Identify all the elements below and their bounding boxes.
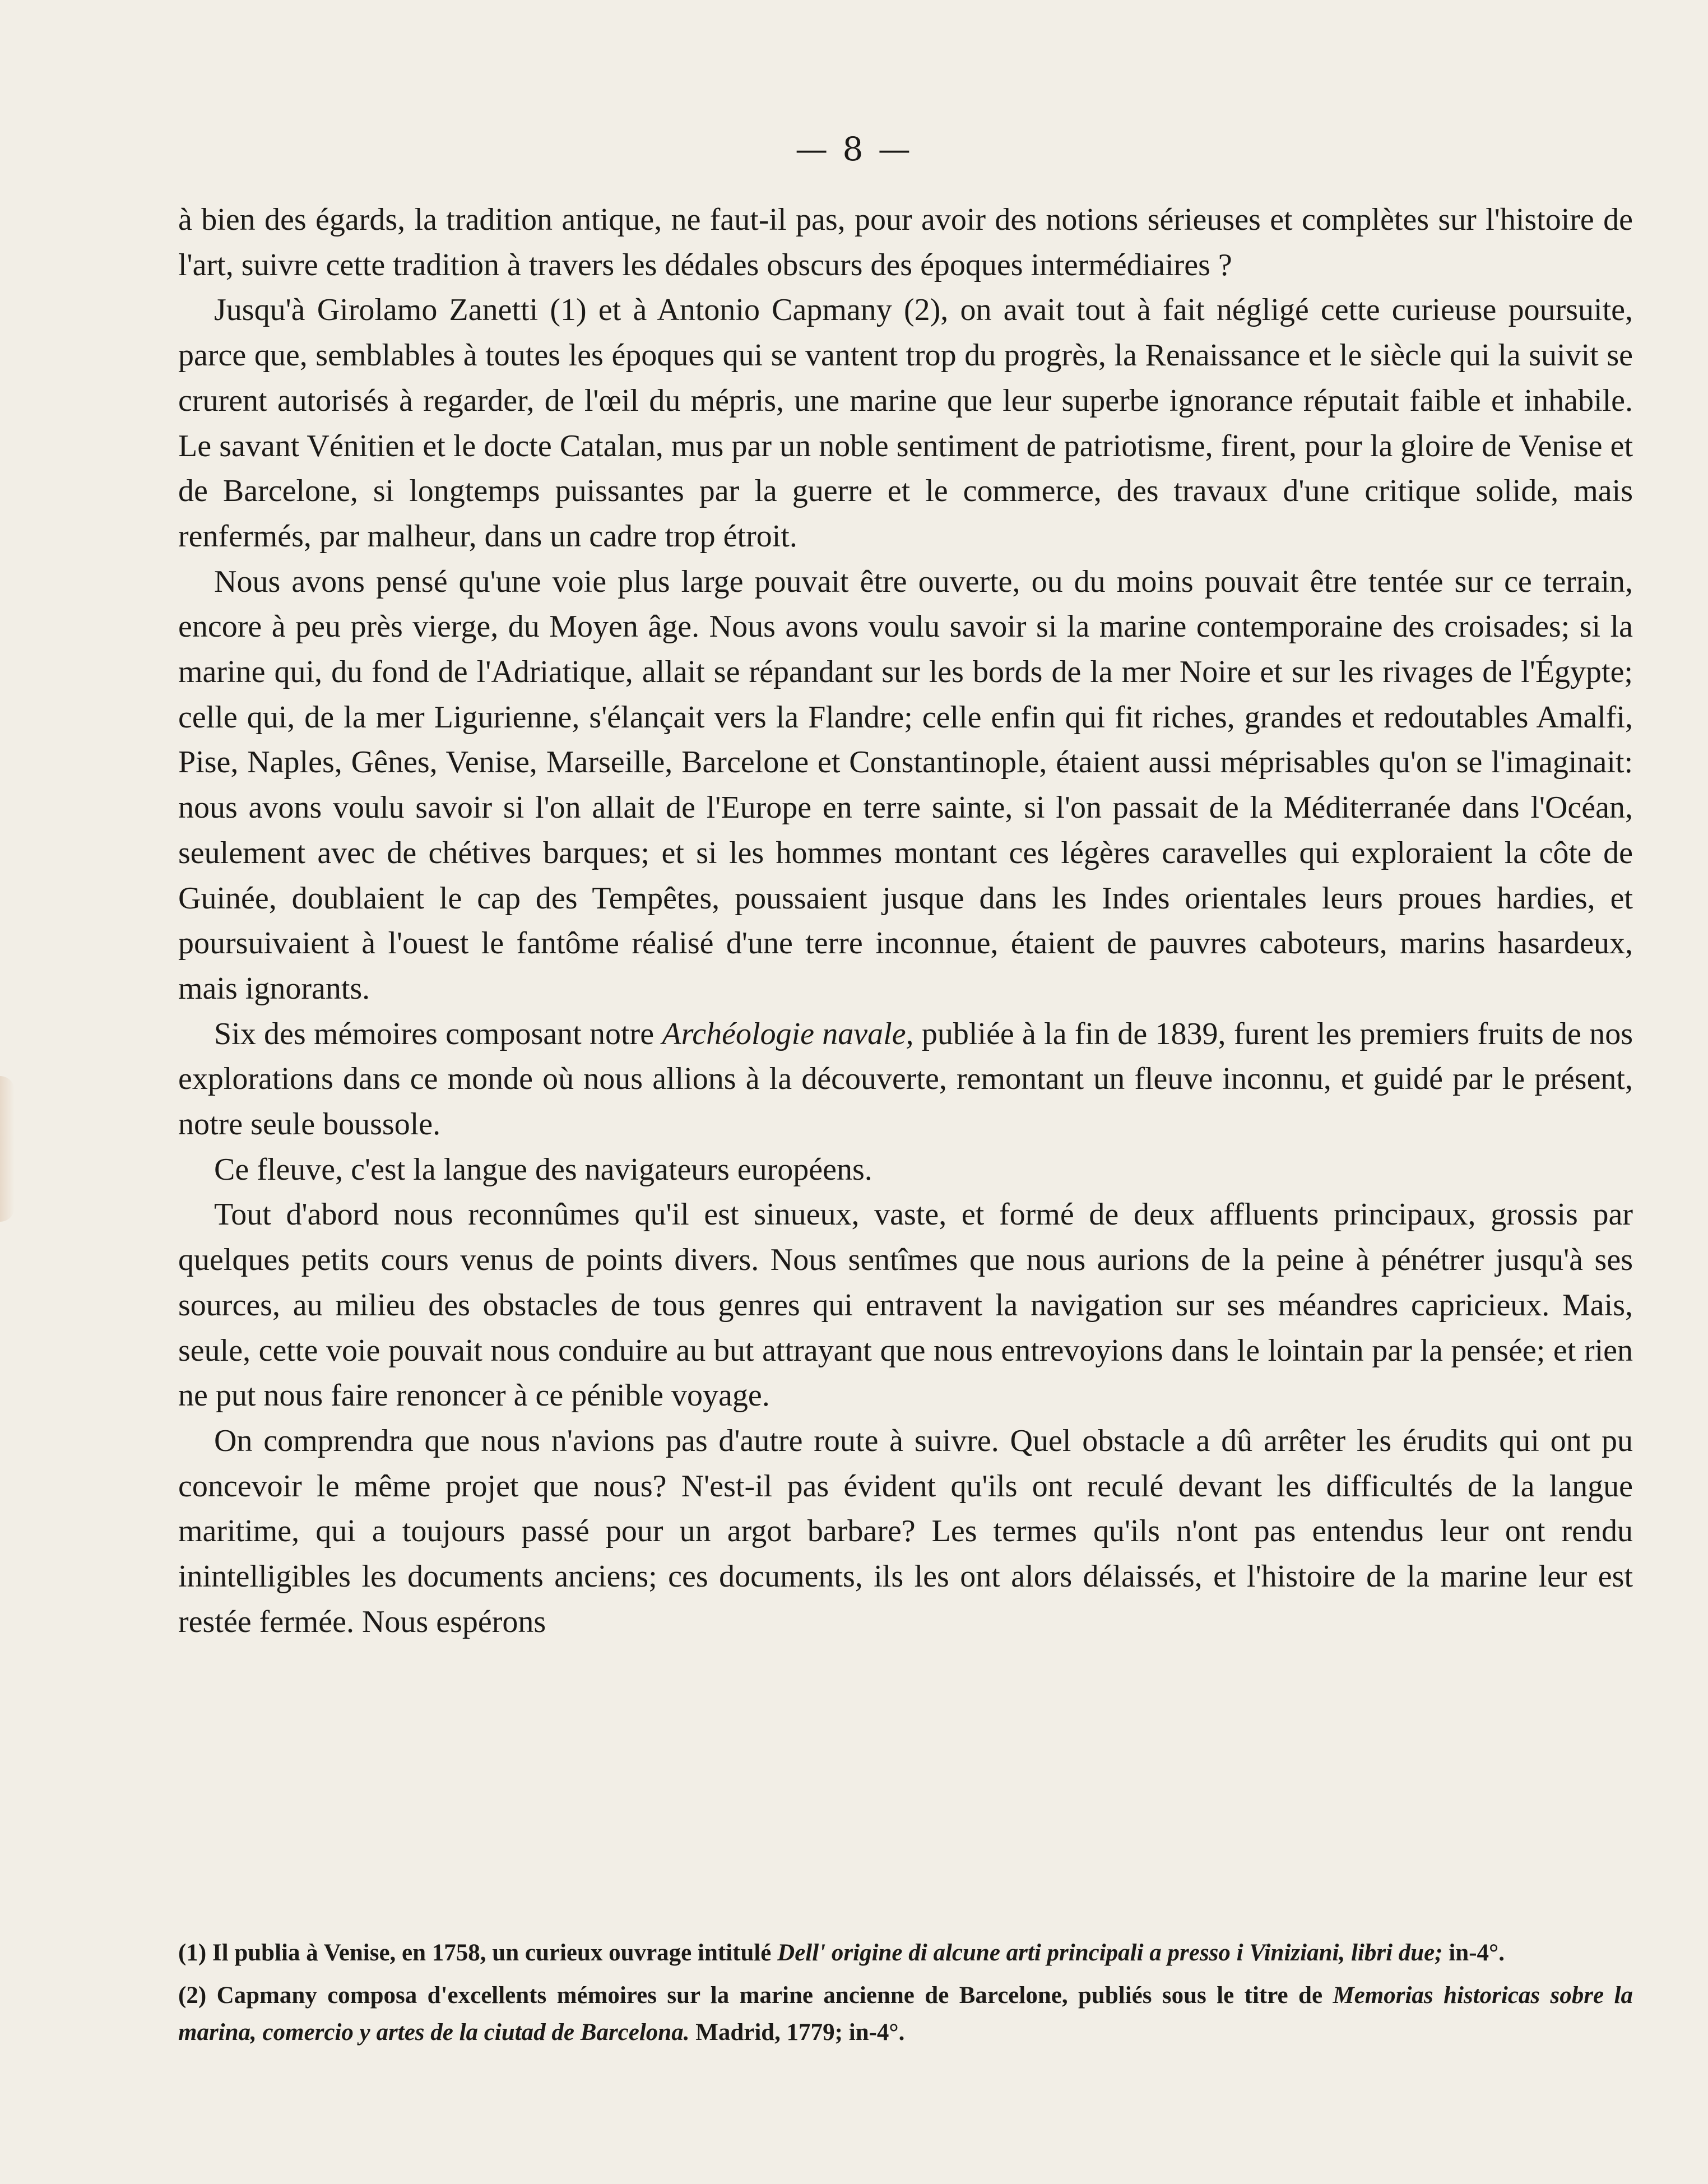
main-text xyxy=(178,197,1633,1645)
footnotes xyxy=(178,1935,1633,2057)
book-title-archeologie-navale: Archéologie navale, xyxy=(662,1016,914,1051)
paragraph-4-text: Six des mémoires composant notre xyxy=(214,1016,662,1051)
paragraph-5: Ce fleuve, c'est la langue des navigateurs européens. xyxy=(214,1152,872,1187)
footnote-2-text: (2) Capmany composa d'excellents mémoires sur la marine ancienne de Barcelone, publiés sous le titre de xyxy=(178,1982,1333,2009)
paragraph-4 xyxy=(178,1012,1633,1147)
footnote-1-title: Dell' origine di alcune arti principali a presso i Viniziani, libri due; xyxy=(777,1940,1443,1966)
footnote-2-title: Memorias historicas sobre la marina, comercio y artes de la ciutad de Barcelona. xyxy=(178,1982,1633,2046)
paragraph-3: Nous avons pensé qu'une voie plus large pouvait être ouverte, ou du moins pouvait être tentée sur ce terrain, encore à peu près vierge, du Moyen âge. Nous avons voulu savoir si la marine contemporaine des croisades; si la marine qui, du fond de l'Adriatique, allait se répandant sur les bords de la mer Noire et sur les rivages de l'Égypte; celle qui, de la mer Ligurienne, s'élançait vers la Flandre; celle enfin qui fit riches, grandes et redoutables Amalfi, Pise, Naples, Gênes, Venise, Marseille, Barcelone et Constantinople, étaient aussi méprisables qu'on se l'imaginait: nous avons voulu savoir si l'on allait de l'Europe en terre sainte, si l'on passait de la Méditerranée dans l'Océan, seulement avec de chétives barques; et si les hommes montant ces légères caravelles qui exploraient la côte de Guinée, doublaient le cap des Tempêtes, poussaient jusque dans les Indes orientales leurs proues hardies, et poursuivaient à l'ouest le fantôme réalisé d'une terre inconnue, étaient de pauvres caboteurs, marins hasardeux, mais ignorants. xyxy=(178,564,1633,1006)
footnote-2-format: Madrid, 1779; in-4°. xyxy=(689,2019,905,2046)
paragraph-7: On comprendra que nous n'avions pas d'autre route à suivre. Quel obstacle a dû arrêter les érudits qui ont pu concevoir le même projet que nous? N'est-il pas évident qu'ils ont reculé devant les difficultés de la langue maritime, qui a toujours passé pour un argot barbare? Les termes qu'ils n'ont pas entendus leur ont rendu inintelligibles les documents anciens; ces documents, ils les ont alors délaissés, et l'histoire de la marine leur est restée fermée. Nous espérons xyxy=(178,1423,1633,1639)
paragraph-2: Jusqu'à Girolamo Zanetti (1) et à Antonio Capmany (2), on avait tout à fait négligé cette curieuse poursuite, parce que, semblables à toutes les époques qui se vantent trop du progrès, la Renaissance et le siècle qui la suivit se crurent autorisés à regarder, de l'œil du mépris, une marine que leur superbe ignorance réputait faible et inhabile. Le savant Vénitien et le docte Catalan, mus par un noble sentiment de patriotisme, firent, pour la gloire de Venise et de Barcelone, si longtemps puissantes par la guerre et le commerce, des travaux d'une critique solide, mais renfermés, par malheur, dans un cadre trop étroit. xyxy=(178,293,1633,554)
page-edge-mark xyxy=(0,1076,15,1222)
footnote-1-format: in-4°. xyxy=(1442,1940,1505,1966)
footnote-1-text: (1) Il publia à Venise, en 1758, un curieux ouvrage intitulé xyxy=(178,1940,778,1966)
paragraph-1: à bien des égards, la tradition antique, ne faut-il pas, pour avoir des notions sérieuses et complètes sur l'histoire de l'art, suivre cette tradition à travers les dédales obscurs des époques intermédiaires ? xyxy=(178,202,1633,282)
page-number: — 8 — xyxy=(795,130,913,168)
footnote-1 xyxy=(178,1935,1633,1972)
footnote-2 xyxy=(178,1977,1633,2051)
paragraph-4-text-cont: publiée à la fin de 1839, furent les premiers fruits de nos explorations dans ce monde où nous allions à la découverte, remontant un fleuve inconnu, et guidé par le présent, notre seule boussole. xyxy=(178,1016,1633,1142)
paragraph-6: Tout d'abord nous reconnûmes qu'il est sinueux, vaste, et formé de deux affluents principaux, grossis par quelques petits cours venus de points divers. Nous sentîmes que nous aurions de la peine à pénétrer jusqu'à ses sources, au milieu des obstacles de tous genres qui entravent la navigation sur ses méandres capricieux. Mais, seule, cette voie pouvait nous conduire au but attrayant que nous entrevoyions dans le lointain par la pensée; et rien ne put nous faire renoncer à ce pénible voyage. xyxy=(178,1197,1633,1413)
